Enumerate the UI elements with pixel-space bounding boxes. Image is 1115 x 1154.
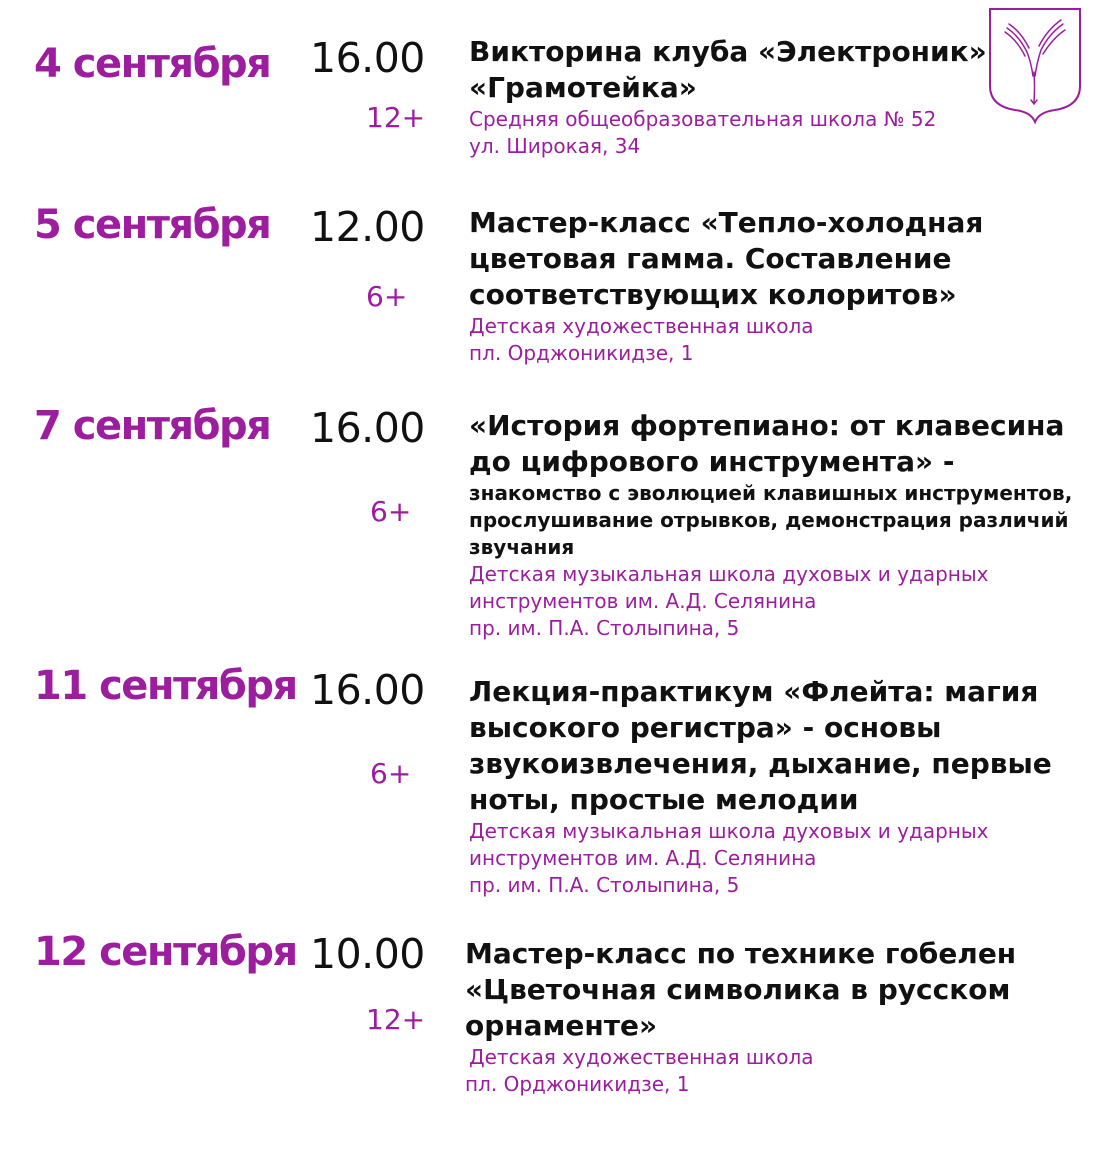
event-address: пл. Орджоникидзе, 1: [469, 341, 694, 365]
event-date: 12 сентября: [34, 929, 297, 975]
event-title: Викторина клуба «Электроник» «Грамотейка»: [469, 35, 987, 104]
age-rating: 6+: [370, 495, 412, 528]
age-rating: 6+: [370, 757, 412, 790]
age-rating: 6+: [366, 280, 408, 313]
event-time: 16.00: [310, 34, 425, 82]
event-description: знакомство с эволюцией клавишных инструментов, прослушивание отрывков, демонстрация различий звучания: [469, 481, 1073, 559]
event-title: Мастер-класс по технике гобелен «Цветочная символика в русском орнаменте»: [465, 937, 1017, 1042]
event-title: «История фортепиано: от клавесина до цифрового инструмента» -: [469, 409, 1065, 478]
event-time: 16.00: [310, 404, 425, 452]
event-address: пл. Орджоникидзе, 1: [465, 1072, 690, 1096]
event-time: 10.00: [310, 930, 425, 978]
event-venue: Детская музыкальная школа духовых и ударных инструментов им. А.Д. Селянина: [469, 819, 989, 870]
event-time: 12.00: [310, 203, 425, 251]
event-venue: Детская художественная школа: [469, 314, 814, 338]
event-date: 11 сентября: [34, 663, 297, 709]
age-rating: 12+: [366, 1003, 426, 1036]
event-title-block: [469, 674, 1109, 899]
event-venue: Детская музыкальная школа духовых и ударных инструментов им. А.Д. Селянина: [469, 562, 989, 613]
event-venue: Средняя общеобразовательная школа № 52: [469, 107, 937, 131]
event-title-block: [469, 34, 1099, 160]
event-address: пр. им. П.А. Столыпина, 5: [469, 616, 740, 640]
event-title: Лекция-практикум «Флейта: магия высокого регистра» - основы звукоизвлечения, дыхание, первые ноты, простые мелодии: [469, 675, 1052, 816]
event-title: Мастер-класс «Тепло-холодная цветовая гамма. Составление соответствующих колоритов»: [469, 206, 984, 311]
event-date: 4 сентября: [34, 41, 271, 87]
event-title-block: [469, 205, 1099, 367]
event-time: 16.00: [310, 666, 425, 714]
event-title-block: [465, 936, 1105, 1098]
event-address: ул. Широкая, 34: [469, 134, 641, 158]
age-rating: 12+: [366, 101, 426, 134]
event-date: 7 сентября: [34, 403, 271, 449]
event-address: пр. им. П.А. Столыпина, 5: [469, 873, 740, 897]
event-venue: Детская художественная школа: [469, 1045, 814, 1069]
event-title-block: [469, 408, 1109, 642]
event-date: 5 сентября: [34, 202, 271, 248]
